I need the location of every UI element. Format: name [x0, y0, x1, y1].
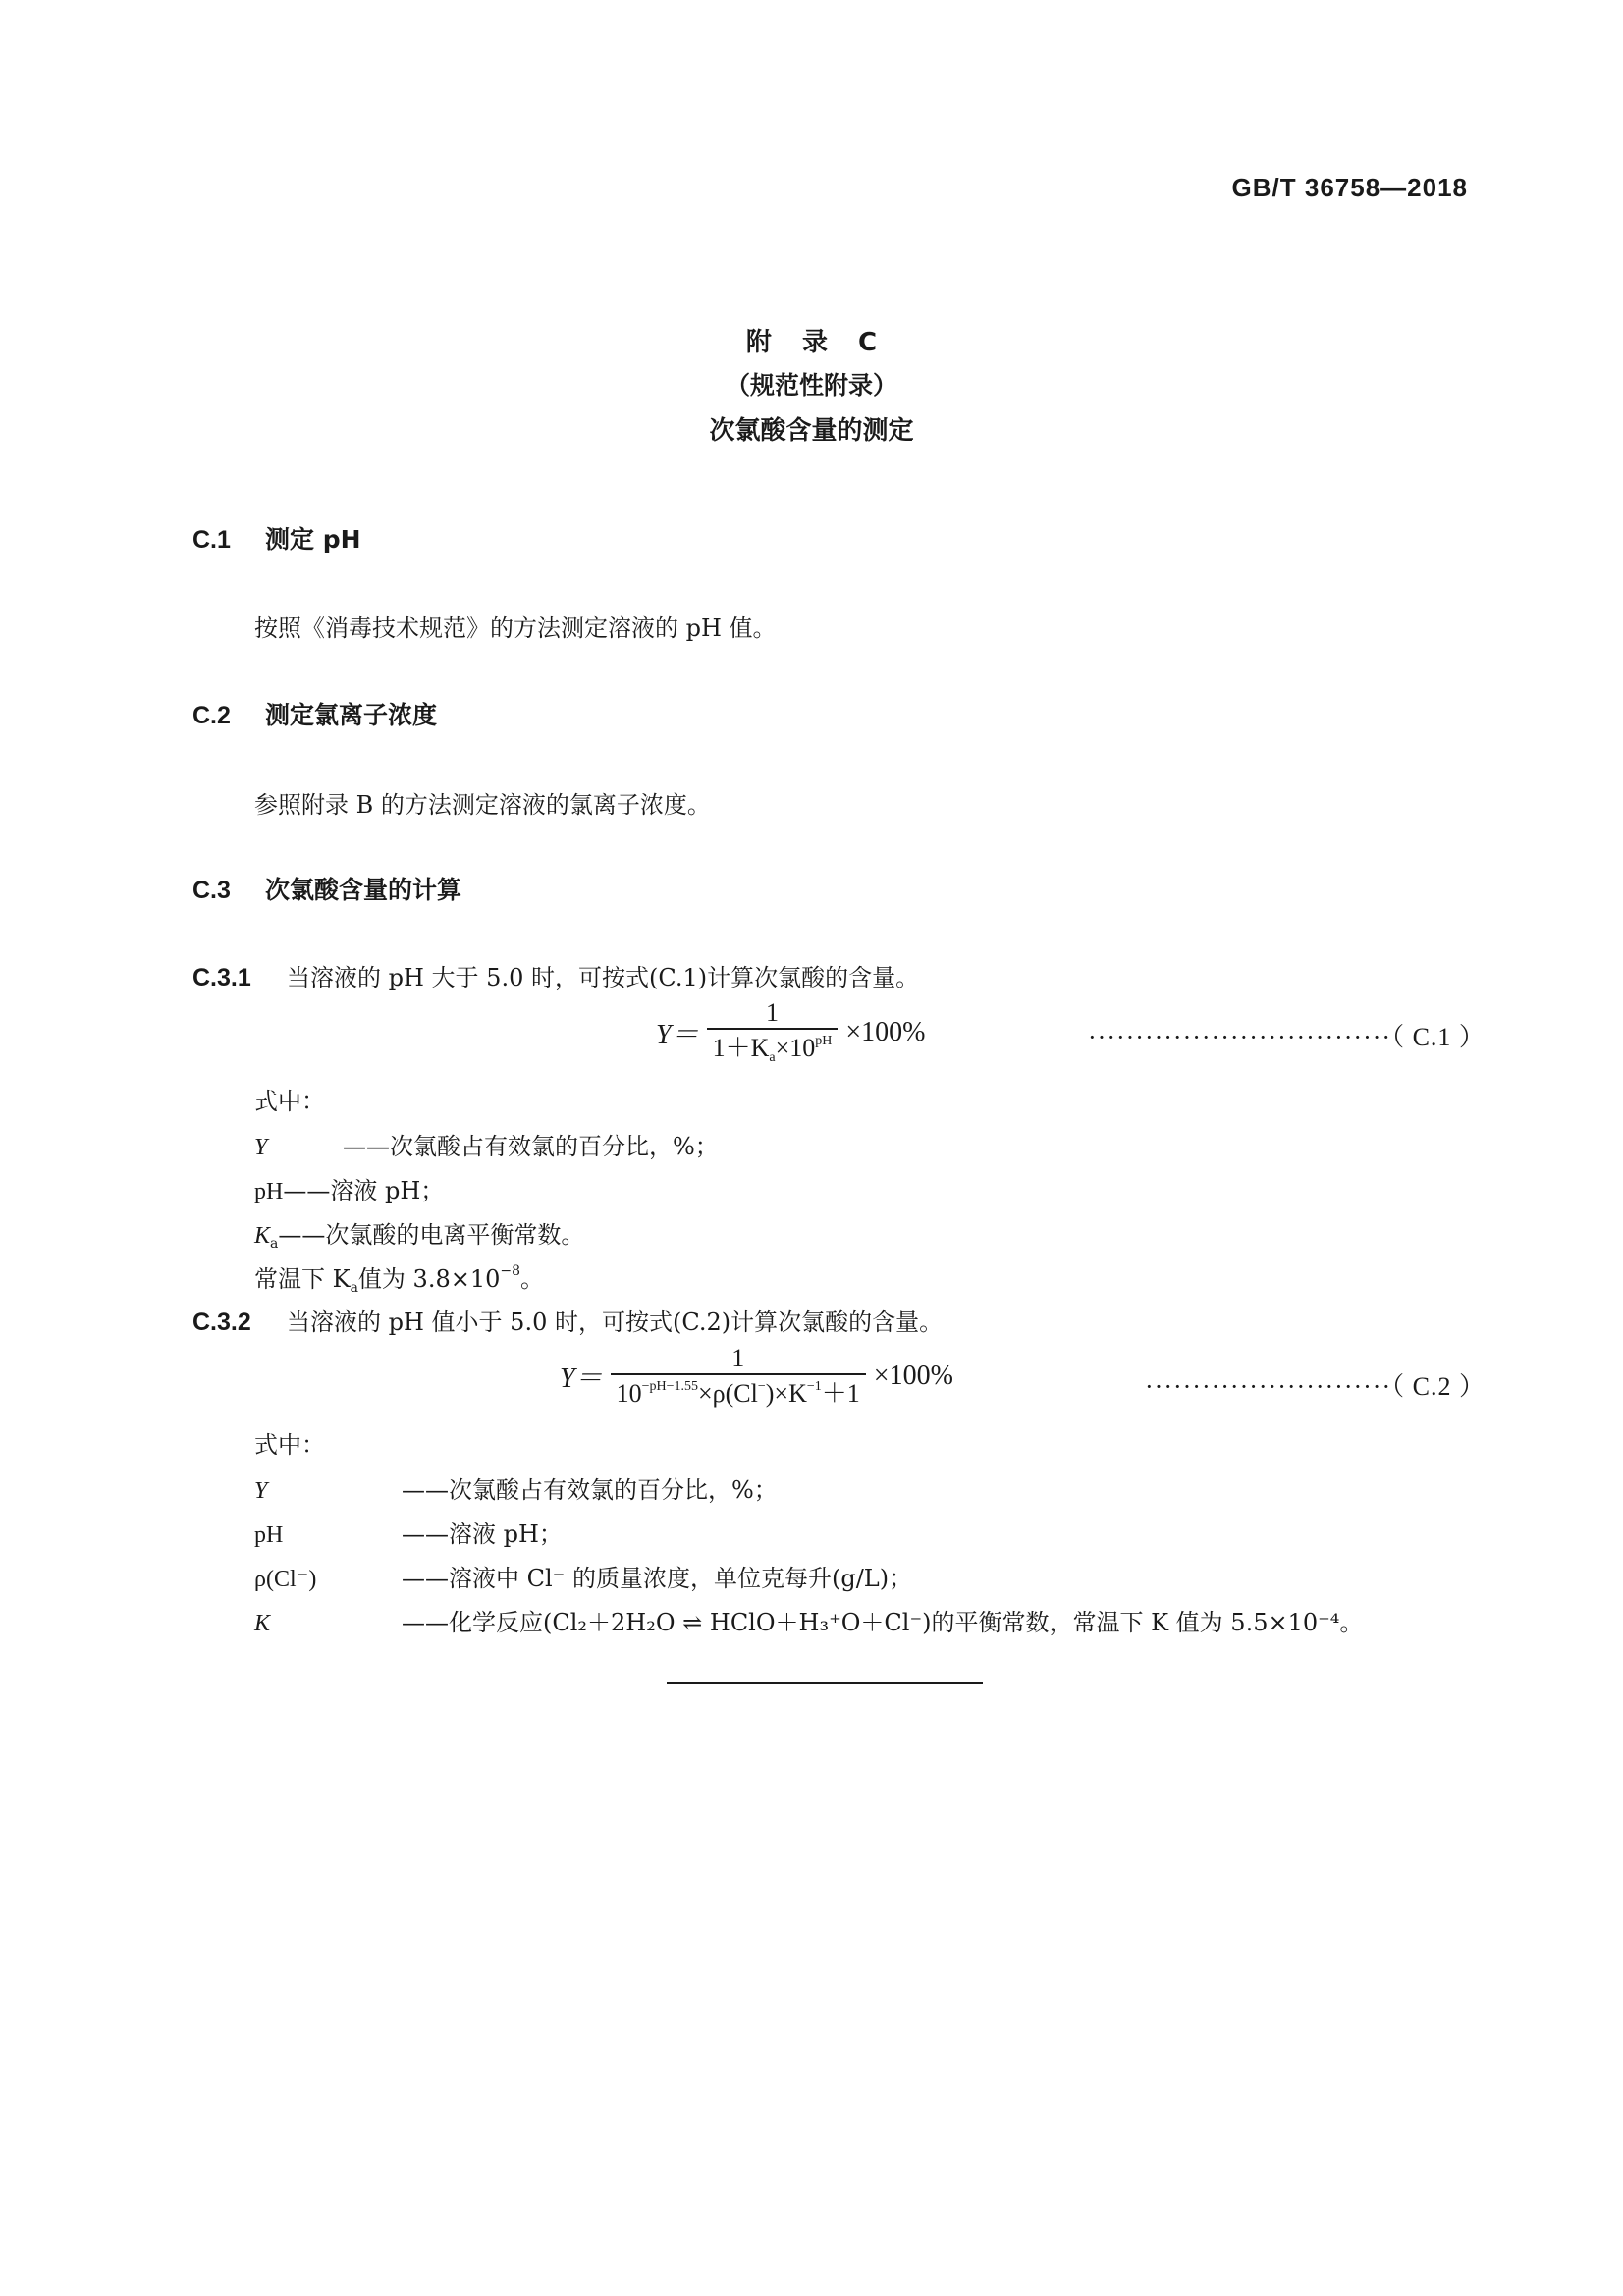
where-symbol: K [254, 1223, 271, 1249]
note-sub: a [350, 1280, 358, 1296]
where-row [254, 1215, 584, 1252]
section-c1-text: 按照《消毒技术规范》的方法测定溶液的 pH 值。 [254, 614, 777, 642]
den-part: 1＋K [712, 1033, 770, 1062]
formula-c1 [656, 999, 926, 1066]
section-c2-text: 参照附录 B 的方法测定溶液的氯离子浓度。 [254, 791, 711, 819]
formula-numerator: 1 [765, 998, 779, 1027]
section-title: 测定 pH [265, 525, 361, 554]
where-row [254, 1559, 912, 1593]
eq-label: （ C.1 ） [1391, 1023, 1486, 1051]
clause-text: 当溶液的 pH 值小于 5.0 时，可按式(C.2)计算次氯酸的含量。 [287, 1308, 944, 1336]
clause-c32 [192, 1303, 943, 1337]
appendix-title: 附 录 C [745, 328, 878, 357]
section-number: C.2 [192, 702, 231, 729]
where-dash: —— [402, 1521, 449, 1548]
constant-note-c1 [254, 1259, 544, 1296]
section-title: 次氯酸含量的计算 [265, 876, 462, 904]
formula-numerator: 1 [731, 1344, 745, 1372]
where-dash: —— [283, 1177, 331, 1204]
formula-denominator [707, 1028, 839, 1066]
den-part: ＋1 [821, 1378, 860, 1408]
den-part: ×10 [775, 1033, 816, 1062]
where-symbol: pH [254, 1522, 284, 1548]
formula-fraction [707, 999, 839, 1066]
where-desc: 化学反应(Cl₂＋2H₂O ⇌ HClO＋H₃⁺O＋Cl⁻)的平衡常数，常温下 K 值为 5.5×10⁻⁴。 [449, 1609, 1364, 1636]
where-symbol: Y [254, 1478, 268, 1504]
end-rule [667, 1682, 983, 1684]
where-dash: —— [402, 1476, 449, 1504]
where-row [254, 1515, 563, 1549]
section-number: C.1 [192, 526, 231, 554]
note-part: 。 [520, 1265, 545, 1293]
formula-lhs: Y＝ [656, 1019, 699, 1050]
where-desc: 次氯酸占有效氯的百分比，%； [390, 1133, 719, 1160]
den-superscript: − [757, 1378, 766, 1394]
where-row [254, 1603, 1363, 1637]
where-row [254, 1171, 444, 1205]
where-desc: 次氯酸的电离平衡常数。 [325, 1221, 585, 1249]
formula-lhs: Y＝ [560, 1363, 603, 1395]
where-symbol-sub: a [270, 1236, 279, 1252]
where-dash: —— [343, 1133, 390, 1160]
where-desc: 溶液 pH； [330, 1177, 445, 1204]
clause-text: 当溶液的 pH 大于 5.0 时，可按式(C.1)计算次氯酸的含量。 [287, 964, 920, 991]
section-c3-heading [192, 871, 461, 906]
formula-factor: ×100% [845, 1016, 926, 1047]
clause-number: C.3.2 [192, 1308, 251, 1336]
equation-number-c2 [1145, 1366, 1486, 1403]
note-part: 值为 3.8×10 [357, 1265, 501, 1293]
section-number: C.3 [192, 877, 231, 904]
appendix-subtitle: （规范性附录） [725, 371, 897, 400]
where-symbol: K [254, 1611, 271, 1636]
where-desc: 次氯酸占有效氯的百分比，%； [449, 1476, 778, 1504]
equation-number-c1 [1088, 1017, 1486, 1053]
where-dash: —— [278, 1221, 326, 1249]
note-sup: −8 [500, 1263, 521, 1279]
where-dash: —— [402, 1609, 449, 1636]
formula-factor: ×100% [873, 1361, 953, 1392]
leader-dots: ································ [1088, 1023, 1392, 1051]
where-desc: 溶液 pH； [449, 1521, 563, 1548]
note-part: 常温下 K [254, 1265, 351, 1293]
where-row [254, 1127, 719, 1161]
eq-label: （ C.2 ） [1391, 1372, 1486, 1401]
den-superscript: −pH−1.55 [641, 1378, 698, 1394]
section-title: 测定氯离子浓度 [265, 701, 438, 729]
den-part: )×K [765, 1378, 807, 1408]
where-symbol: Y [254, 1135, 268, 1160]
formula-fraction [611, 1345, 866, 1408]
where-dash: —— [402, 1565, 449, 1592]
appendix-main-title: 次氯酸含量的测定 [709, 416, 914, 446]
where-symbol: ρ(Cl⁻) [254, 1567, 317, 1592]
clause-c31 [192, 958, 919, 992]
den-part: 10 [616, 1378, 642, 1408]
where-symbol: pH [254, 1179, 284, 1204]
where-desc: 溶液中 Cl⁻ 的质量浓度，单位克每升(g/L)； [449, 1565, 913, 1592]
where-label-c1: 式中： [254, 1088, 325, 1115]
section-c2-heading [192, 696, 437, 731]
clause-number: C.3.1 [192, 964, 251, 991]
den-part: ×ρ(Cl [697, 1378, 758, 1408]
formula-c2 [560, 1345, 953, 1408]
den-subscript: a [769, 1049, 776, 1065]
section-c1-heading [192, 520, 361, 556]
where-row [254, 1470, 778, 1505]
standard-code: GB/T 36758—2018 [1231, 173, 1468, 202]
formula-denominator [611, 1373, 866, 1409]
den-superscript: pH [815, 1033, 833, 1048]
where-label-c2: 式中： [254, 1431, 325, 1459]
leader-dots: ·························· [1145, 1372, 1392, 1401]
den-superscript: −1 [806, 1378, 822, 1394]
